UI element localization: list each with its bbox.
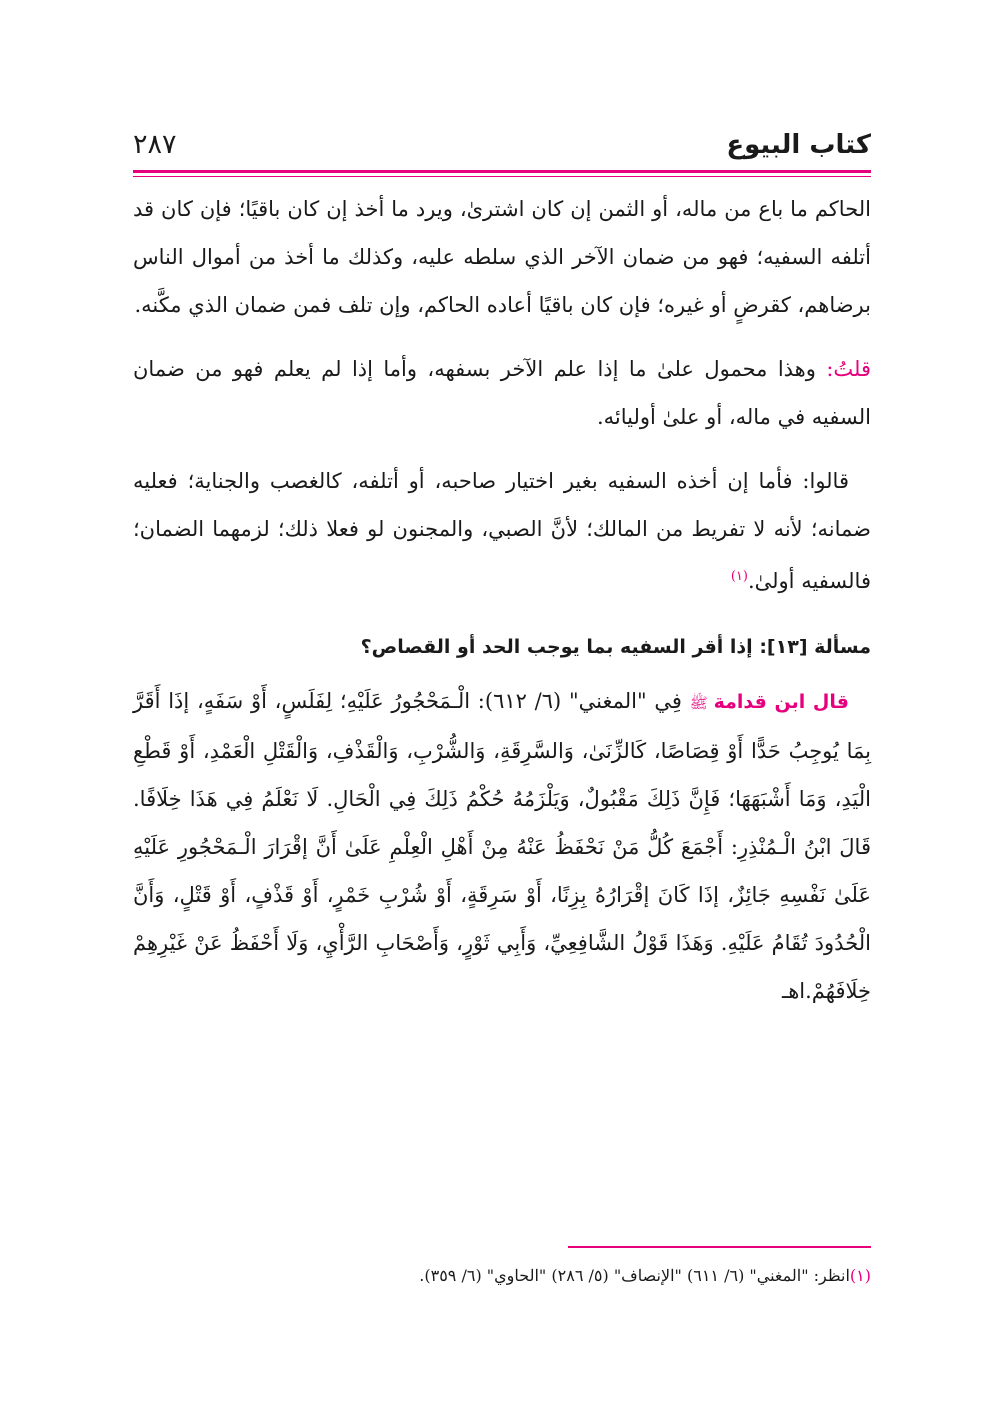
honorific-glyph: ﷺ [689, 694, 714, 712]
paragraph-2-lead: قلتُ: [826, 357, 871, 381]
issue-heading [133, 627, 871, 667]
header-rule-thin [133, 176, 871, 177]
footnote-text: انظر: "المغني" (٦/ ٦١١) "الإنصاف" (٥/ ٢٨٦) "الحاوي" (٦/ ٣٥٩). [419, 1266, 850, 1285]
issue-title: إذا أقر السفيه بما يوجب الحد أو القصاص؟ [360, 636, 760, 658]
page-number: ٢٨٧ [133, 129, 177, 160]
header-rule-thick [133, 170, 871, 173]
paragraph-2 [133, 345, 871, 441]
page-header [133, 128, 871, 164]
footnote-rule [568, 1246, 871, 1248]
quote-text: فِي "المغني" (٦/ ٦١٢): الْـمَحْجُورُ عَلَيْهِ؛ لِفَلَسٍ، أَوْ سَفَهٍ، إذَا أَقَرَّ بِمَا يُوجِبُ حَدًّا أَوْ قِصَاصًا، كَالزِّنَىٰ، وَالسَّرِقَةِ، وَالشُّرْبِ، وَالْقَذْفِ، وَالْقَتْلِ الْعَمْدِ، أَوْ قَطْعِ الْيَدِ، وَمَا أَشْبَهَهَا؛ فَإِنَّ ذَلِكَ مَقْبُولٌ، وَيَلْزَمُهُ حُكْمُ ذَلِكَ فِي الْحَالِ. لَا نَعْلَمُ فِي هَذَا خِلَافًا. قَالَ ابْنُ الْـمُنْذِرِ: أَجْمَعَ كُلُّ مَنْ نَحْفَظُ عَنْهُ مِنْ أَهْلِ الْعِلْمِ عَلَىٰ أَنَّ إقْرَارَ الْـمَحْجُورِ عَلَيْهِ عَلَىٰ نَفْسِهِ جَائِزٌ، إذَا كَانَ إقْرَارُهُ بِزِنًا، أَوْ سَرِقَةٍ، أَوْ شُرْبِ خَمْرٍ، أَوْ قَذْفٍ، أَوْ قَتْلٍ، وَأَنَّ الْحُدُودَ تُقَامُ عَلَيْهِ. وَهَذَا قَوْلُ الشَّافِعِيِّ، وَأَبِي ثَوْرٍ، وَأَصْحَابِ الرَّأْيِ، وَلَا أَحْفَظُ عَنْ غَيْرِهِمْ خِلَافَهُمْ.اهـ [133, 689, 871, 1003]
issue-label: مسألة [١٣]: [759, 636, 871, 658]
paragraph-3-text: قالوا: فأما إن أخذه السفيه بغير اختيار صاحبه، أو أتلفه، كالغصب والجناية؛ فعليه ضمانه؛ لأنه لا تفريط من المالك؛ لأنَّ الصبي، والمجنون لو فعلا ذلك؛ لزمهما الضمان؛ فالسفيه أولىٰ. [133, 469, 871, 593]
footnote [133, 1262, 871, 1290]
book-title: كتاب البيوع [726, 130, 871, 160]
quote-paragraph [133, 677, 871, 1015]
paragraph-3 [133, 457, 871, 605]
page-body [133, 185, 871, 1015]
paragraph-1 [133, 185, 871, 329]
footnote-number: (١) [849, 1266, 871, 1285]
paragraph-1-text: الحاكم ما باع من ماله، أو الثمن إن كان اشترىٰ، ويرد ما أخذ إن كان باقيًا؛ فإن كان قد أتلفه السفيه؛ فهو من ضمان الآخر الذي سلطه عليه، وكذلك ما أخذ من أموال الناس برضاهم، كقرضٍ أو غيره؛ فإن كان باقيًا أعاده الحاكم، وإن تلف فمن ضمان الذي مكَّنه. [133, 197, 871, 317]
paragraph-2-text: وهذا محمول علىٰ ما إذا علم الآخر بسفهه، وأما إذا لم يعلم فهو من ضمان السفيه في ماله، أو علىٰ أوليائه. [133, 357, 871, 429]
footnote-reference[interactable]: (١) [730, 569, 748, 584]
quote-speaker: قال ابن قدامة [713, 691, 849, 713]
